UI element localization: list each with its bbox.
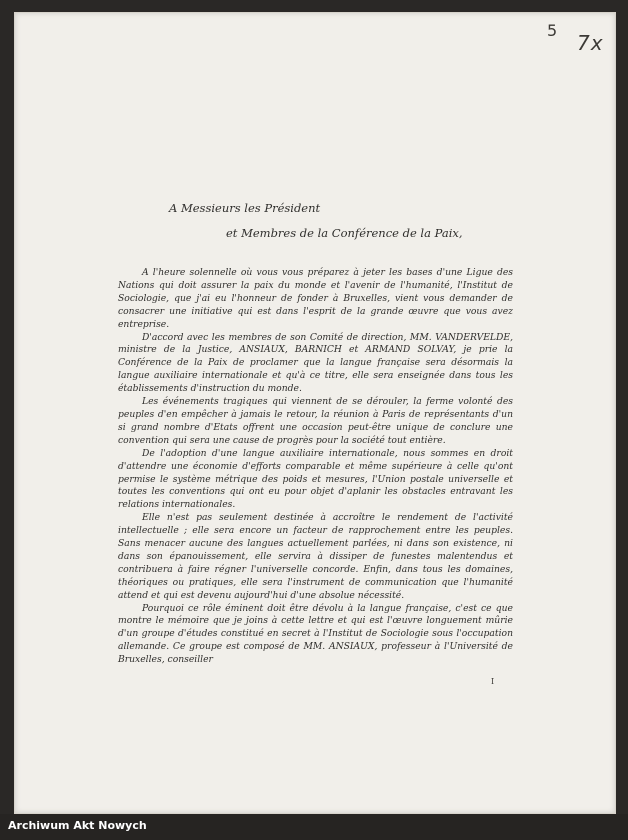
- archive-footer-bar: [0, 814, 628, 840]
- paragraph-5: Elle n'est pas seulement destinée à accroître le rendement de l'activité intellectuelle ; elle sera encore un facteur de rapprochement entre les peuples. Sans menacer aucune des langues actuellement parlées, ni dans son existence, ni dans son épanouissement, elle servira à dissiper de funestes malentendus et contribuera à faire régner l'universelle concorde. Enfin, dans tous les domaines, théoriques ou pratiques, elle sera l'instrument de communication que l'humanité attend et qui est devenu aujourd'hui d'une absolue nécessité.: [118, 512, 513, 601]
- salutation-line-2: et Membres de la Conférence de la Paix,: [226, 226, 463, 240]
- paragraph-6: Pourquoi ce rôle éminent doit être dévolu à la langue française, c'est ce que montre le mémoire que je joins à cette lettre et qui est l'œuvre longuement mûrie d'un groupe d'études constitué en secret à l'Institut de Sociologie sous l'occupation allemande. Ce groupe est composé de MM. ANSIAUX, professeur à l'Université de Bruxelles, conseiller: [118, 602, 513, 666]
- paragraph-3: Les événements tragiques qui viennent de se dérouler, la ferme volonté des peuples d'en empêcher à jamais le retour, la réunion à Paris de représentants d'un si grand nombre d'Etats offrent une occasion peut-être unique de conclure une convention qui sera une cause de progrès pour la société tout entière.: [118, 396, 513, 446]
- document-page: [14, 12, 616, 814]
- paragraph-1: A l'heure solennelle où vous vous préparez à jeter les bases d'une Ligue des Nations qui doit assurer la paix du monde et l'avenir de l'humanité, l'Institut de Sociologie, que j'ai eu l'honneur de fonder à Bruxelles, vient vous demander de consacrer une initiative qui est dans l'esprit de la grande œuvre que vous avez entreprise.: [118, 267, 513, 330]
- archive-label: Archiwum Akt Nowych: [8, 819, 147, 832]
- page-number: I: [491, 677, 495, 686]
- salutation-line-1: A Messieurs les Président: [169, 201, 321, 215]
- handwritten-annotation-1: 5: [547, 21, 559, 40]
- paragraph-4: De l'adoption d'une langue auxiliaire internationale, nous sommes en droit d'attendre une économie d'efforts comparable et même supérieure à celle qu'ont permise le système métrique des poids et mesures, l'Union postale universelle et toutes les conventions qui ont eu pour objet d'aplanir les obstacles entravant les relations internationales.: [118, 447, 513, 511]
- paragraph-2: D'accord avec les membres de son Comité de direction, MM. VANDERVELDE, ministre de la Justice, ANSIAUX, BARNICH et ARMAND SOLVAY, je prie la Conférence de la Paix de proclamer que la langue française sera désormais la langue auxiliaire internationale et qu'à ce titre, elle sera enseignée dans tous les établissements d'instruction du monde.: [118, 331, 513, 395]
- handwritten-annotation-2: 7x: [577, 31, 604, 55]
- letter-body: [118, 267, 513, 667]
